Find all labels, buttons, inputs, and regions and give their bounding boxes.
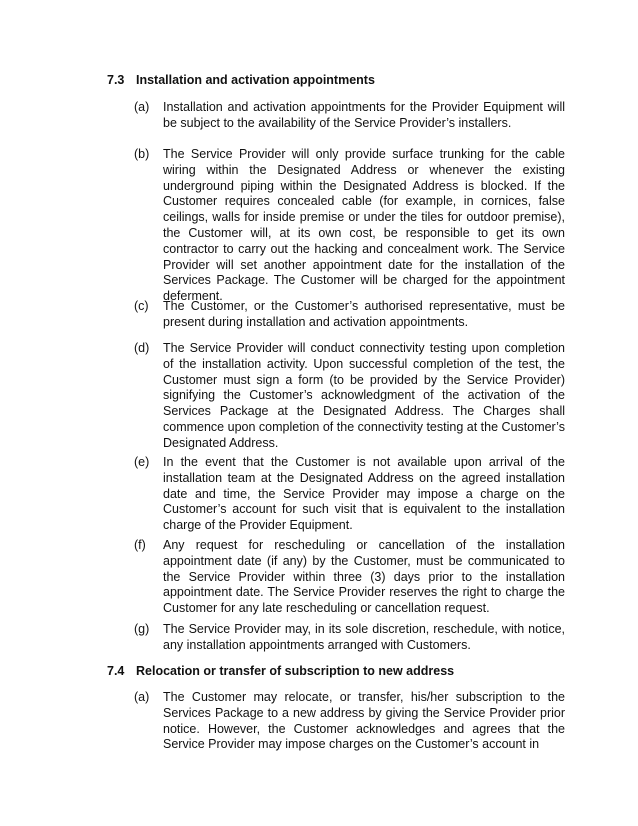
clause-text: The Service Provider may, in its sole discretion, reschedule, with notice, any installation appointments arranged with Customers. (163, 622, 565, 652)
clause-text: The Service Provider will only provide surface trunking for the cable wiring within the Designated Address or whenever the existing underground piping within the Designated Address is blocked. If the Customer requires concealed cable (for example, in cornices, false ceilings, walls for inside premise or under the tiles for outdoor premise), the Customer will, at its own cost, be responsible to get its own contractor to carry out the hacking and concealment work. The Service Provider will set another appointment date for the installation of the Services Package. The Customer will be charged for the appointment deferment. (163, 147, 565, 304)
clause-text: Installation and activation appointments for the Provider Equipment will be subject to the availability of the Service Provider’s installers. (163, 100, 565, 130)
clause-text: The Customer, or the Customer’s authorised representative, must be present during installation and activation appointments. (163, 299, 565, 329)
clause-letter: (f) (134, 538, 146, 552)
section-number: 7.3 (107, 73, 125, 87)
clause-text: In the event that the Customer is not available upon arrival of the installation team at the Designated Address on the agreed installation date and time, the Service Provider may impose a charge on the Customer’s account for such visit that is equivalent to the installation charge of the Provider Equipment. (163, 455, 565, 533)
clause-letter: (d) (134, 341, 150, 355)
clause-letter: (a) (134, 690, 150, 704)
clause-text: Any request for rescheduling or cancellation of the installation appointment date (if any) by the Customer, must be communicated to the Service Provider within three (3) days prior to the installation appointment date. The Service Provider reserves the right to charge the Customer for any late rescheduling or cancellation request. (163, 538, 565, 616)
section-title: Relocation or transfer of subscription to new address (136, 664, 455, 678)
section-heading-7-4 (107, 664, 454, 679)
section-number: 7.4 (107, 664, 125, 678)
clause-letter: (a) (134, 100, 150, 114)
clause-letter: (e) (134, 455, 150, 469)
clause-letter: (g) (134, 622, 150, 636)
clause-letter: (c) (134, 299, 149, 313)
clause-letter: (b) (134, 147, 150, 161)
clause-text: The Service Provider will conduct connectivity testing upon completion of the installation activity. Upon successful completion of the test, the Customer must sign a form (to be provided by the Service Provider) signifying the Customer’s acknowledgment of the activation of the Services Package at the Designated Address. The Charges shall commence upon completion of the connectivity testing at the Customer’s Designated Address. (163, 341, 565, 450)
section-heading-7-3 (107, 73, 375, 88)
section-title: Installation and activation appointments (136, 73, 375, 87)
clause-text: The Customer may relocate, or transfer, his/her subscription to the Services Package to a new address by giving the Service Provider prior notice. However, the Customer acknowledges and agrees that the Service Provider may impose charges on the Customer’s account in (163, 690, 565, 752)
